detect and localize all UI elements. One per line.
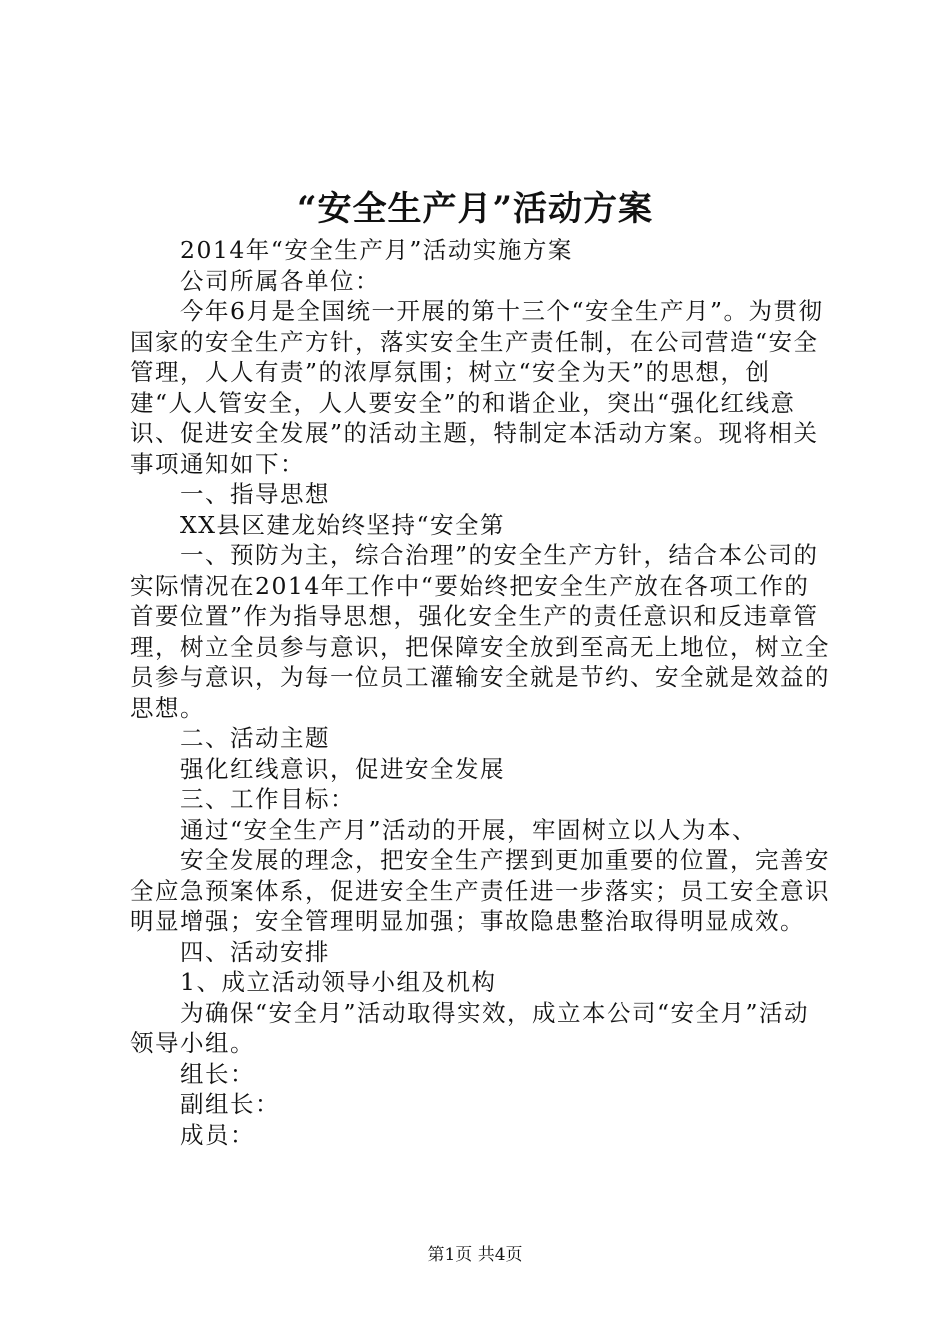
paragraph: 安全发展的理念，把安全生产摆到更加重要的位置，完善安全应急预案体系，促进安全生产责任进一步落实；员工安全意识明显增强；安全管理明显加强；事故隐患整治取得明显成效。 xyxy=(130,846,830,935)
paragraph: 组长： xyxy=(180,1059,255,1088)
paragraph: 四、活动安排 xyxy=(180,937,330,966)
document-body xyxy=(130,235,834,1150)
paragraph: 今年6月是全国统一开展的第十三个“安全生产月”。为贯彻国家的安全生产方针，落实安全生产责任制，在公司营造“安全管理，人人有责”的浓厚氛围；树立“安全为天”的思想，创建“人人管安全，人人要安全”的和谐企业，突出“强化红线意识、促进安全发展”的活动主题，特制定本活动方案。现将相关事项通知如下： xyxy=(130,297,824,478)
paragraph: 公司所属各单位： xyxy=(180,266,380,295)
paragraph: 二、活动主题 xyxy=(180,724,330,752)
document-title: “安全生产月”活动方案 xyxy=(296,189,654,229)
paragraph: 副组长： xyxy=(180,1090,280,1118)
paragraph: 强化红线意识，促进安全发展 xyxy=(180,754,505,783)
paragraph: 三、工作目标： xyxy=(180,785,355,813)
page-footer: 第1页 共4页 xyxy=(427,1245,523,1265)
paragraph: 成员： xyxy=(180,1120,255,1149)
paragraph: 1、成立活动领导小组及机构 xyxy=(180,968,497,996)
paragraph: 为确保“安全月”活动取得实效，成立本公司“安全月”活动领导小组。 xyxy=(130,998,810,1057)
paragraph: 一、指导思想 xyxy=(180,480,330,508)
paragraph: 一、预防为主，综合治理”的安全生产方针，结合本公司的实际情况在2014年工作中“要始终把安全生产放在各项工作的首要位置”作为指导思想，强化安全生产的责任意识和反违章管理，树立全员参与意识，把保障安全放到至高无上地位，树立全员参与意识，为每一位员工灌输安全就是节约、安全就是效益的思想。 xyxy=(130,541,830,722)
paragraph: 2014年“安全生产月”活动实施方案 xyxy=(180,236,573,264)
paragraph: XX县区建龙始终坚持“安全第 xyxy=(180,510,505,539)
paragraph: 通过“安全生产月”活动的开展，牢固树立以人为本、 xyxy=(180,815,758,844)
